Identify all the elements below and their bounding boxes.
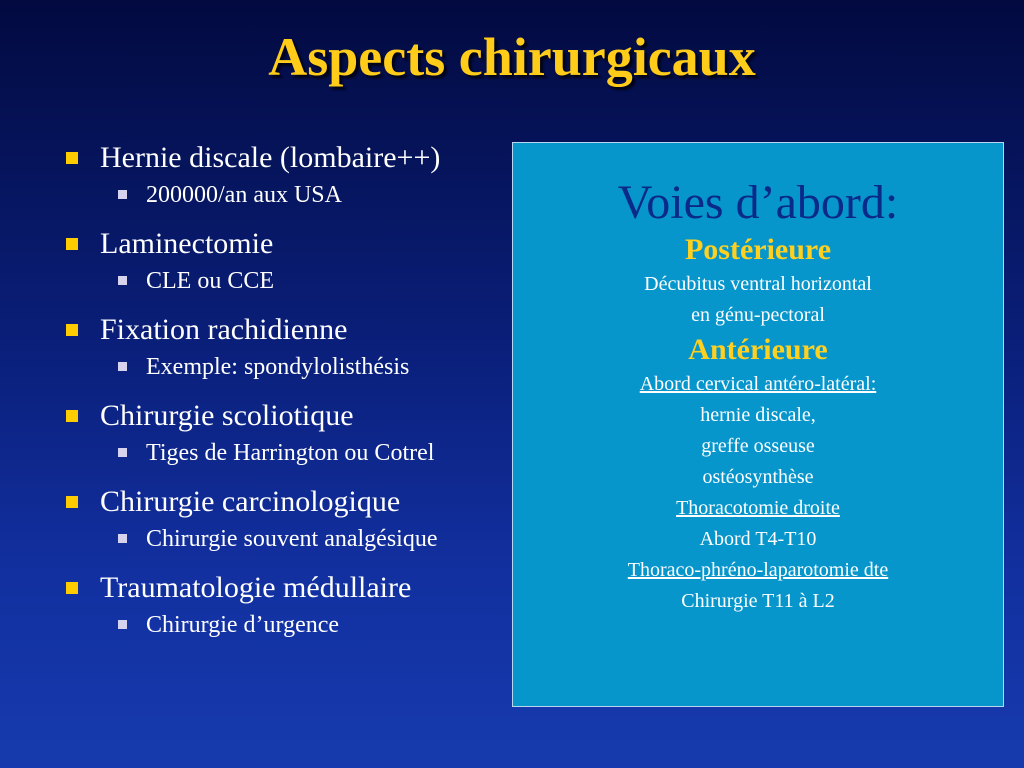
- square-bullet-icon: [66, 582, 78, 594]
- box-heading: Voies d’abord:: [617, 176, 899, 229]
- bullet-item: [62, 310, 532, 356]
- bullet-text: Chirurgie carcinologique: [100, 485, 401, 518]
- sub-bullet-text: 200000/an aux USA: [146, 182, 342, 208]
- square-bullet-icon: [66, 238, 78, 250]
- square-bullet-icon: [118, 620, 127, 629]
- sub-bullet-item: [62, 266, 532, 310]
- square-bullet-icon: [118, 276, 127, 285]
- square-bullet-icon: [118, 362, 127, 371]
- bullet-text: Traumatologie médullaire: [100, 571, 412, 604]
- approach-box: [512, 142, 1004, 707]
- bullet-item: [62, 224, 532, 270]
- posterior-line: en génu-pectoral: [691, 304, 825, 326]
- sub-bullet-item: [62, 610, 532, 654]
- cervical-line: greffe osseuse: [701, 435, 815, 457]
- bullet-item: [62, 482, 532, 528]
- bullet-item: [62, 138, 532, 184]
- bullet-text: Fixation rachidienne: [100, 313, 348, 346]
- sub-bullet-item: [62, 524, 532, 568]
- sub-bullet-text: CLE ou CCE: [146, 268, 275, 294]
- thoraco-phreno-laparotomy-line: Chirurgie T11 à L2: [681, 590, 835, 612]
- thoracotomy-line: Abord T4-T10: [699, 528, 817, 550]
- bullet-item: [62, 568, 532, 614]
- cervical-line: ostéosynthèse: [702, 466, 814, 488]
- square-bullet-icon: [66, 410, 78, 422]
- sub-bullet-text: Chirurgie souvent analgésique: [146, 526, 438, 552]
- square-bullet-icon: [118, 448, 127, 457]
- bullet-item: [62, 396, 532, 442]
- bullet-text: Laminectomie: [100, 227, 274, 260]
- square-bullet-icon: [118, 534, 127, 543]
- square-bullet-icon: [66, 152, 78, 164]
- sub-bullet-item: [62, 180, 532, 224]
- sub-bullet-text: Exemple: spondylolisthésis: [146, 354, 410, 380]
- cervical-line: hernie discale,: [700, 404, 816, 426]
- square-bullet-icon: [66, 496, 78, 508]
- bullet-text: Chirurgie scoliotique: [100, 399, 354, 432]
- thoracotomy-title: Thoracotomie droite: [676, 497, 840, 519]
- bullet-text: Hernie discale (lombaire++): [100, 141, 441, 174]
- bullet-list: [62, 138, 532, 654]
- posterior-line: Décubitus ventral horizontal: [644, 273, 872, 295]
- cervical-approach-title: Abord cervical antéro-latéral:: [639, 373, 877, 395]
- anterior-label: Antérieure: [688, 333, 828, 366]
- sub-bullet-text: Tiges de Harrington ou Cotrel: [146, 440, 435, 466]
- square-bullet-icon: [118, 190, 127, 199]
- posterior-label: Postérieure: [684, 233, 832, 266]
- square-bullet-icon: [66, 324, 78, 336]
- sub-bullet-item: [62, 438, 532, 482]
- thoraco-phreno-laparotomy-title: Thoraco-phréno-laparotomie dte: [627, 559, 889, 581]
- sub-bullet-text: Chirurgie d’urgence: [146, 612, 340, 638]
- slide-title: Aspects chirurgicaux: [268, 27, 756, 87]
- sub-bullet-item: [62, 352, 532, 396]
